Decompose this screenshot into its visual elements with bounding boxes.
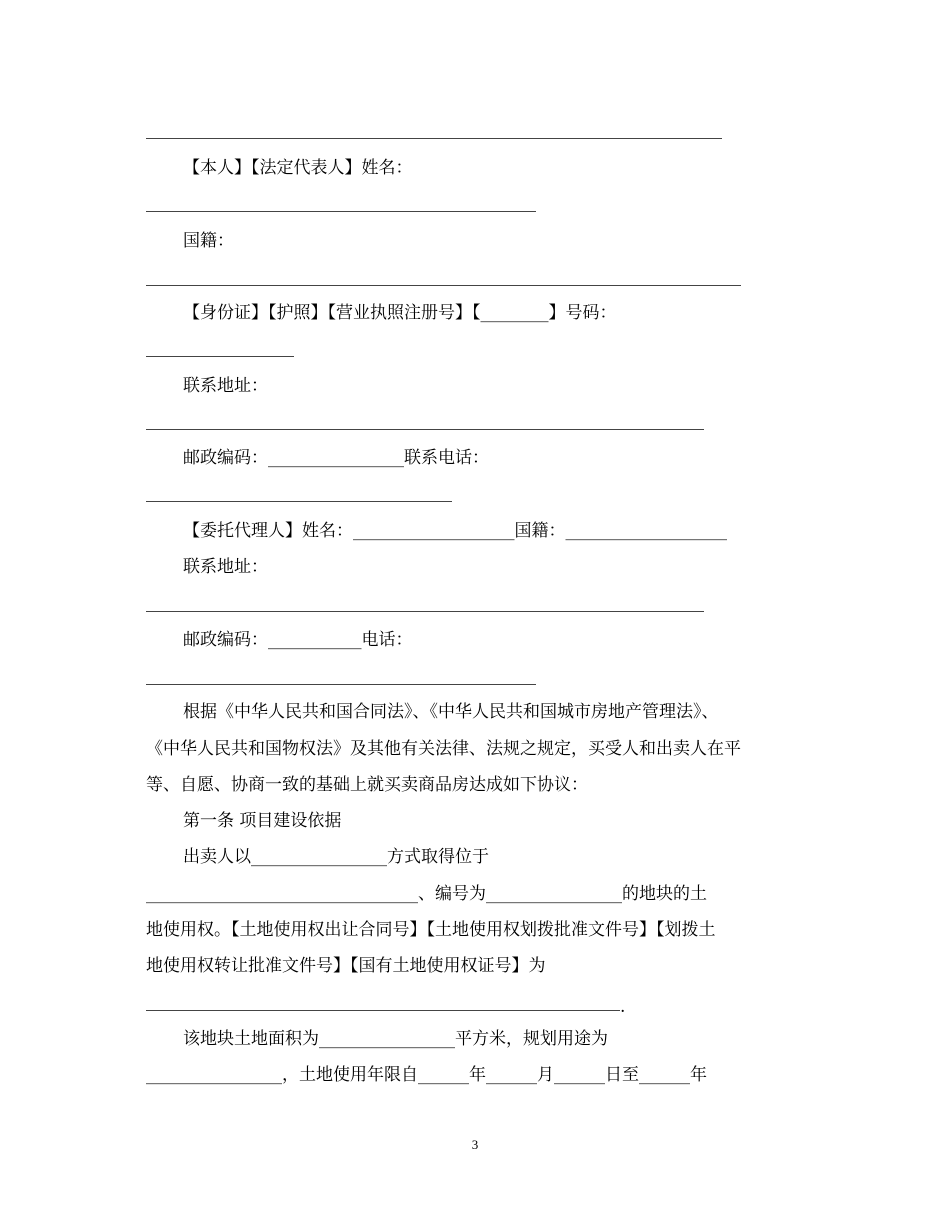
text-line: 国籍：	[183, 231, 234, 251]
blank-line	[146, 138, 722, 139]
text-line: 地使用权转让批准文件号】【国有土地使用权证号】为	[146, 956, 546, 976]
text-line: .	[620, 997, 626, 1017]
text-line: 地使用权。【土地使用权出让合同号】【土地使用权划拨批准文件号】【划拨土	[146, 920, 716, 940]
blank-line	[146, 501, 452, 502]
blank-line	[146, 211, 536, 212]
text-line: 联系地址：	[183, 557, 268, 577]
text-line: 邮政编码：___________电话：	[183, 630, 413, 650]
section-heading: 第一条 项目建设依据	[183, 811, 342, 831]
blank-line	[146, 429, 704, 430]
text-line: ________________，土地使用年限自______年______月______日至______年	[146, 1065, 707, 1085]
blank-line	[146, 684, 536, 685]
blank-line	[146, 285, 741, 286]
text-line: 出卖人以________________方式取得位于	[183, 847, 489, 867]
text-line: 【委托代理人】姓名：___________________国籍：___________________	[183, 521, 727, 541]
text-line: 【本人】【法定代表人】姓名：	[183, 158, 413, 178]
text-line: ________________________________、编号为________________的地块的土	[146, 884, 707, 904]
text-line: 等、自愿、协商一致的基础上就买卖商品房达成如下协议：	[146, 775, 588, 795]
blank-line	[146, 1010, 620, 1011]
blank-line	[146, 356, 294, 357]
text-line: 根据《中华人民共和国合同法》、《中华人民共和国城市房地产管理法》、	[183, 702, 719, 722]
text-line: 联系地址：	[183, 376, 268, 396]
text-line: 邮政编码：________________联系电话：	[183, 448, 489, 468]
text-line: 《中华人民共和国物权法》及其他有关法律、法规之规定，买受人和出卖人在平	[146, 739, 741, 759]
page-number: 3	[471, 1137, 479, 1152]
text-line: 【身份证】【护照】【营业执照注册号】【________】号码：	[183, 303, 617, 323]
text-line: 该地块土地面积为________________平方米，规划用途为	[183, 1029, 608, 1049]
blank-line	[146, 611, 704, 612]
